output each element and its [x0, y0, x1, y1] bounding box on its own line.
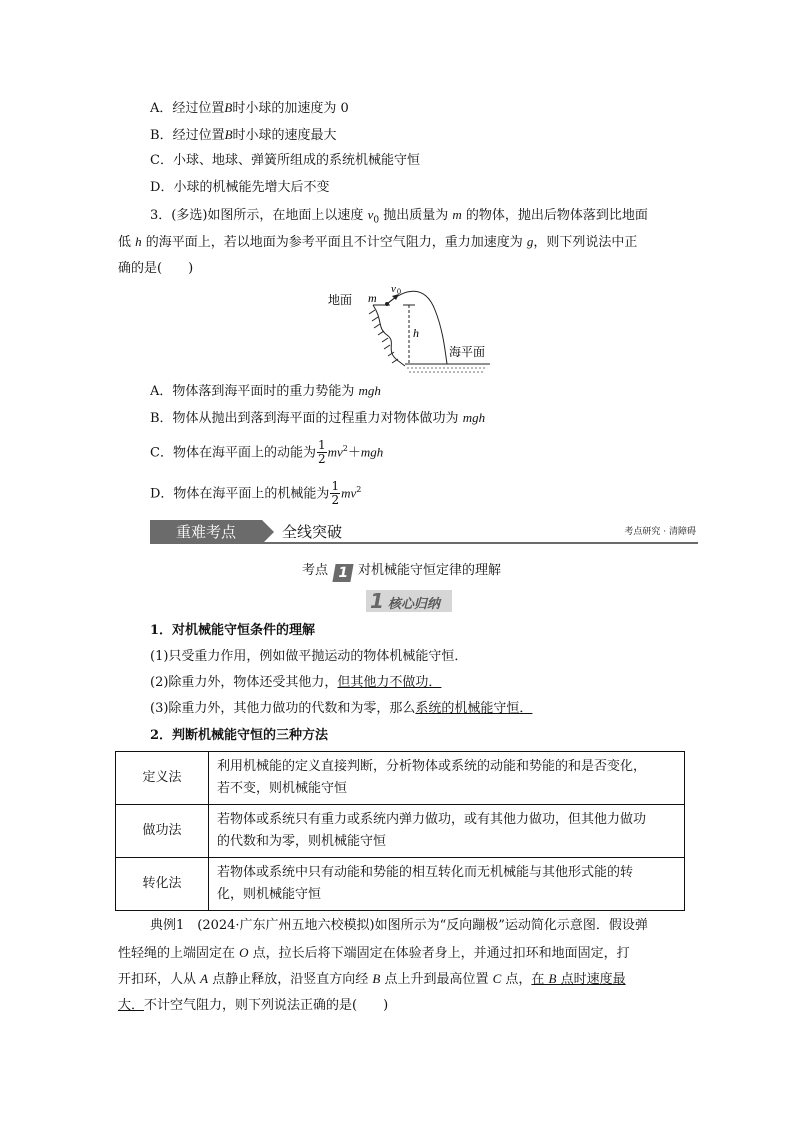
- banner-rule: [150, 542, 698, 544]
- section-banner: [150, 520, 698, 544]
- method-desc: 利用机械能的定义直接判断，分析物体或系统的动能和势能的和是否变化， 若不变，则机械能守恒: [209, 752, 685, 805]
- example-line2: 性轻绳的上端固定在 O 点，拉长后将下端固定在体验者身上，并通过扣环和地面固定，打: [118, 945, 630, 961]
- label-sea: 海平面: [449, 345, 486, 359]
- example-line1: 典例1 (2024·广东广州五地六校模拟)如图所示为“反向蹦极”运动简化示意图．假设弹: [150, 918, 648, 933]
- label-mass: m: [368, 291, 377, 305]
- q3-line3: 确的是( ): [118, 261, 194, 276]
- s1-p2: (2)除重力外，物体还受其他力，但其他力不做功．: [150, 675, 442, 690]
- table-row: [116, 858, 685, 911]
- q3-option-c: C．物体在海平面上的动能为 $\frac{1}{2}$ $mv^2+mgh$: [150, 438, 384, 467]
- method-desc: 若物体或系统只有重力或系统内弹力做功，或有其他力做功，但其他力做功 的代数和为零，则机械能守恒: [209, 805, 685, 858]
- s1-title: 1．对机械能守恒条件的理解: [150, 623, 316, 638]
- q3-line2: 低 h 的海平面上，若以地面为参考平面且不计空气阻力，重力加速度为 g，则下列说法中正: [118, 234, 638, 250]
- method-name: 定义法: [116, 752, 209, 805]
- example-line3: 开扣环，人从 A 点静止释放，沿竖直方向经 B 点上升到最高位置 C 点，在 B 点时速度最: [118, 971, 626, 987]
- s2-title: 2．判断机械能守恒的三种方法: [150, 728, 329, 743]
- s1-p1: (1)只受重力作用，例如做平抛运动的物体机械能守恒．: [150, 649, 468, 664]
- q3-option-b: B．物体从抛出到落到海平面的过程重力对物体做功为 mgh: [150, 410, 486, 426]
- label-v-sub: 0: [397, 287, 401, 296]
- banner-title: 重难考点: [150, 520, 262, 544]
- example-line4: 大．不计空气阻力，则下列说法正确的是( ): [118, 998, 389, 1013]
- core-summary-badge: 1 核心归纳: [366, 590, 452, 612]
- q3-line1: 3．(多选)如图所示，在地面上以速度 $v_0$ 抛出质量为 m 的物体，抛出后物体落到比地面: [150, 207, 648, 226]
- kaodian-number-badge: 1: [332, 564, 353, 582]
- banner-subtitle: 全线突破: [282, 523, 343, 541]
- option-a: A．经过位置B时小球的加速度为 0: [150, 100, 349, 116]
- banner-note: 考点研究 · 清障碍: [624, 527, 696, 537]
- option-b: B．经过位置B时小球的速度最大: [150, 127, 337, 143]
- methods-table: [115, 751, 685, 911]
- label-ground: 地面: [328, 293, 353, 307]
- method-name: 做功法: [116, 805, 209, 858]
- label-h: h: [413, 326, 419, 340]
- banner-arrow-icon: [262, 520, 274, 544]
- label-v: v: [391, 283, 396, 295]
- option-c: C．小球、地球、弹簧所组成的系统机械能守恒: [150, 153, 420, 168]
- table-row: [116, 752, 685, 805]
- q3-figure: [325, 280, 495, 378]
- kaodian-heading: 考点 1 对机械能守恒定律的理解: [302, 563, 502, 581]
- q3-option-a: A．物体落到海平面时的重力势能为 mgh: [150, 383, 381, 399]
- method-desc: 若物体或系统中只有动能和势能的相互转化而无机械能与其他形式能的转 化，则机械能守恒: [209, 858, 685, 911]
- option-d: D．小球的机械能先增大后不变: [150, 180, 330, 195]
- table-row: [116, 805, 685, 858]
- s1-p3: (3)除重力外，其他力做功的代数和为零，那么系统的机械能守恒．: [150, 701, 533, 716]
- method-name: 转化法: [116, 858, 209, 911]
- q3-option-d: D．物体在海平面上的机械能为 $\frac{1}{2}$ $mv^2$: [150, 479, 362, 508]
